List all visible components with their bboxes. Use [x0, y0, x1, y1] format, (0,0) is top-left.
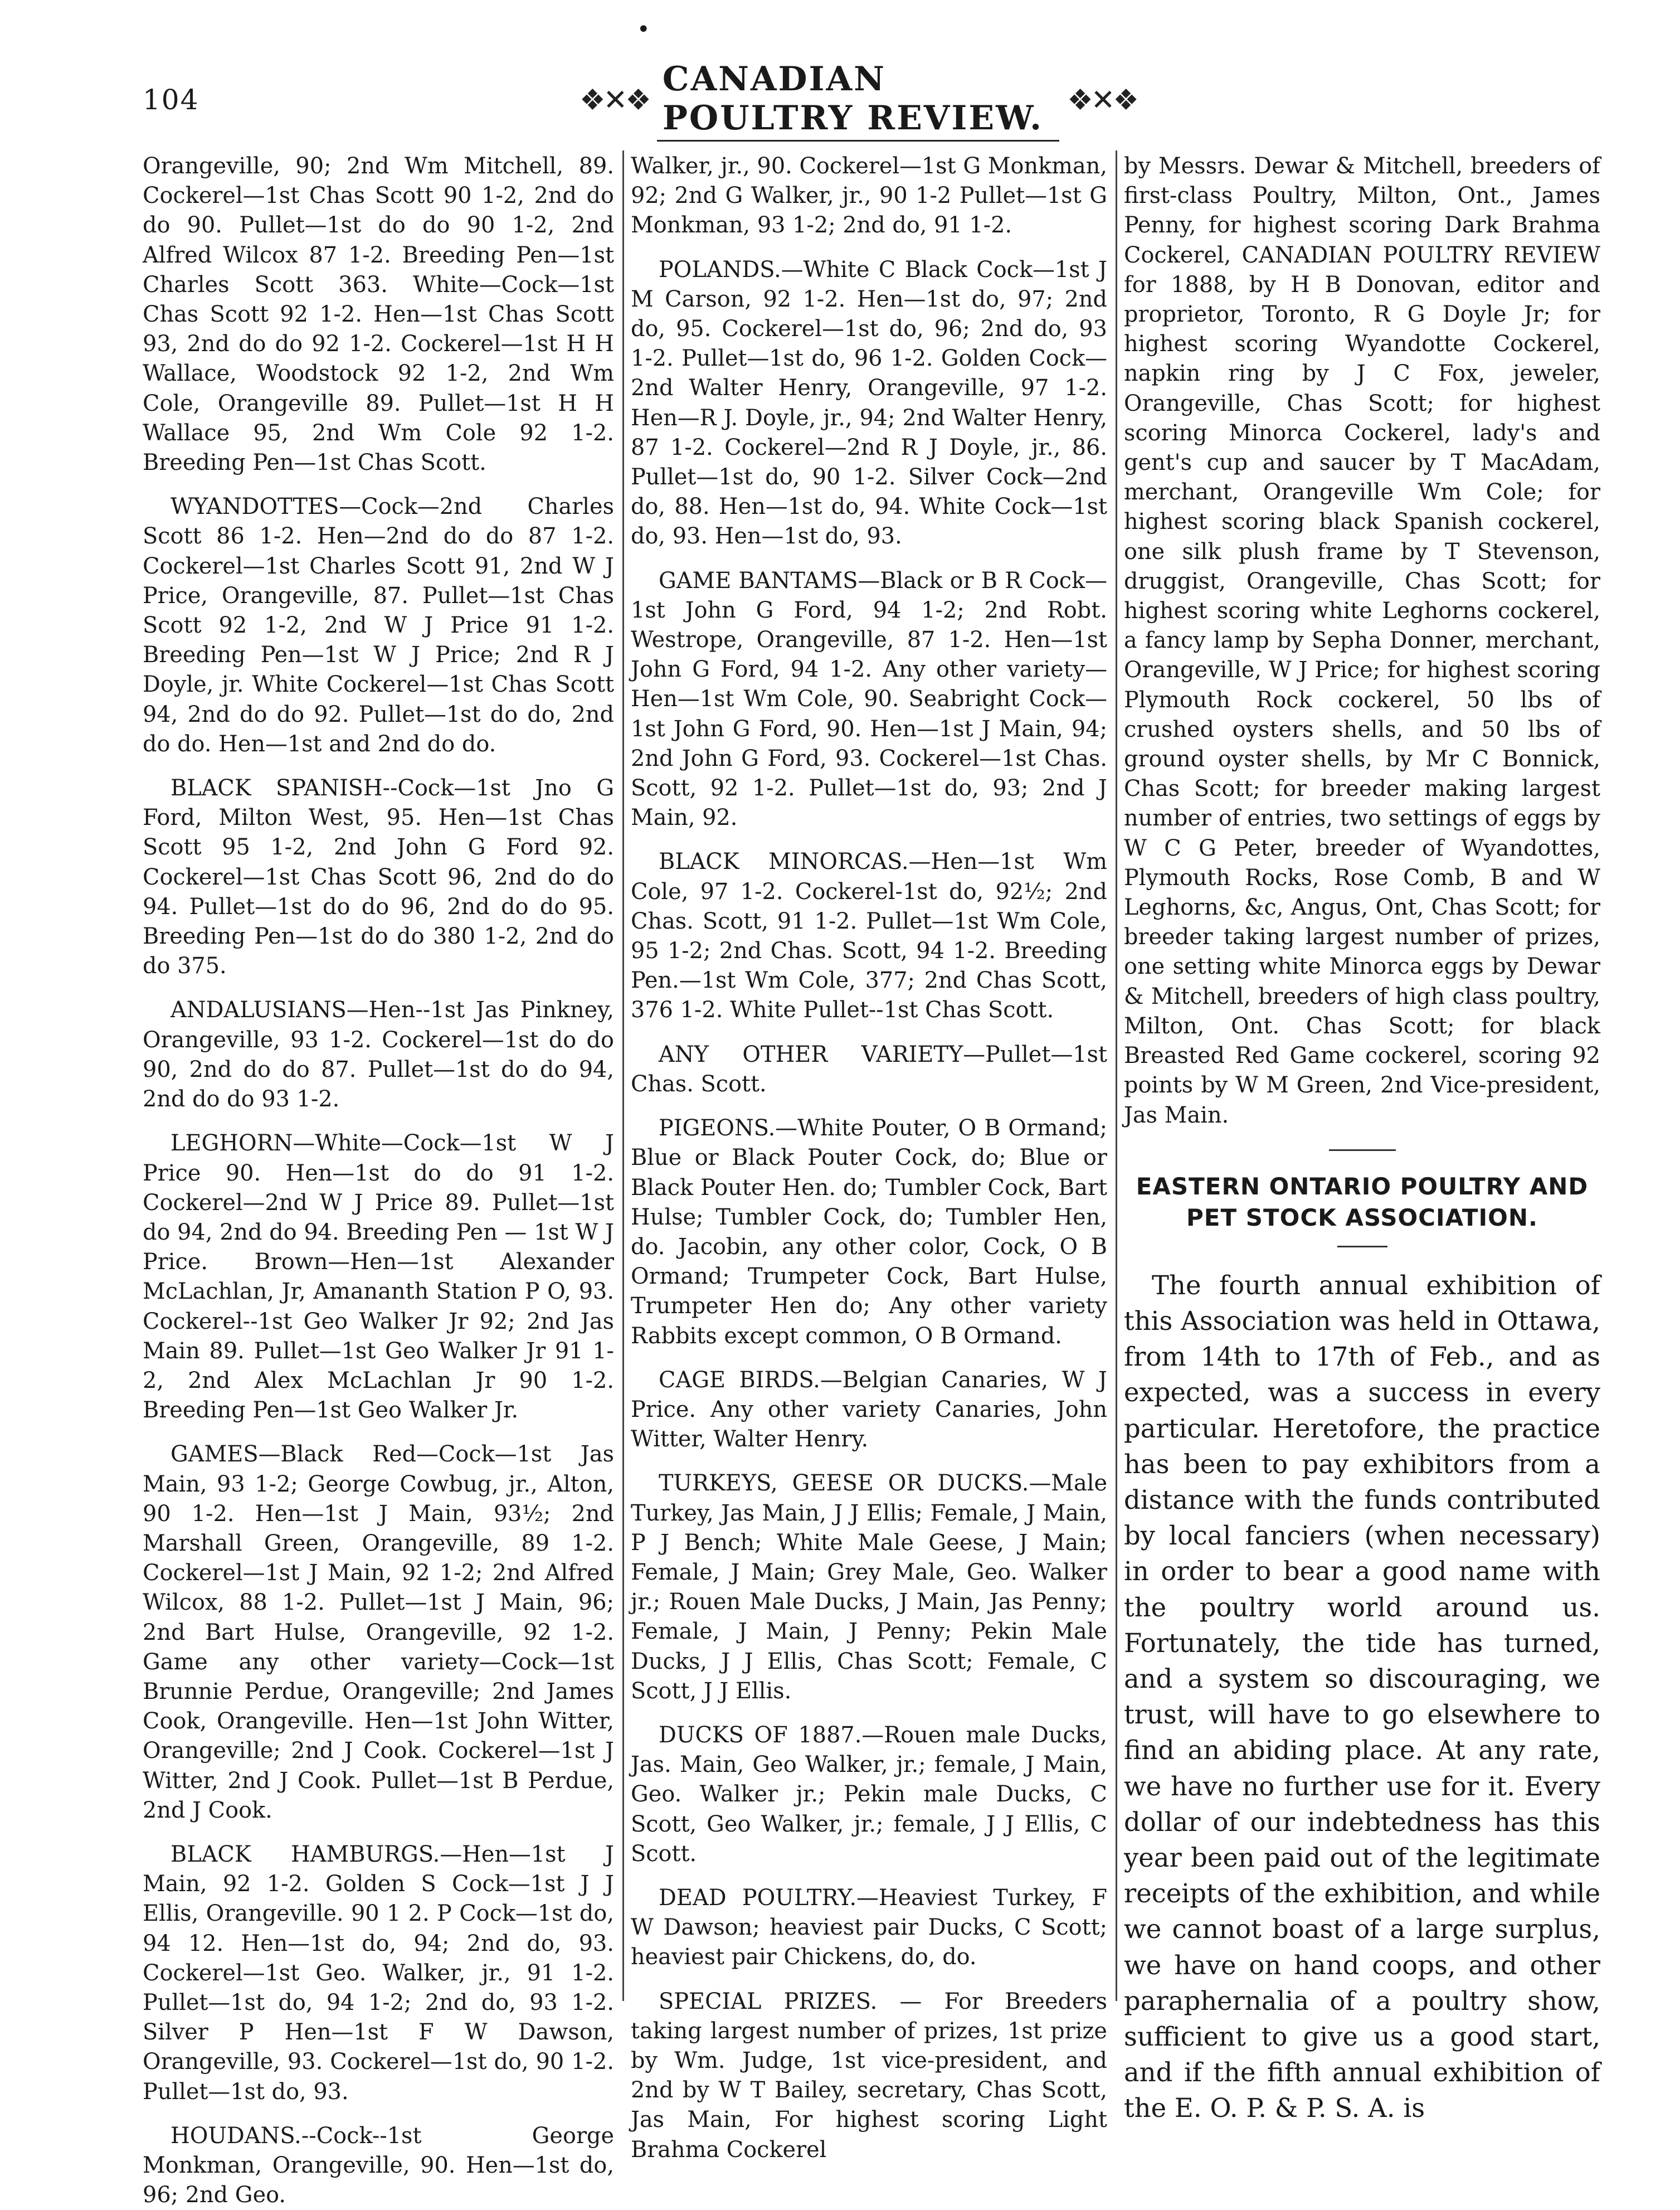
paragraph-game-bantams: GAME BANTAMS—Black or B R Cock—1st John G Ford, 94 1-2; 2nd Robt. Westrope, Orangeville, 87 1-2. Hen—1st John G Ford, 94 1-2. Any other variety—Hen—1st Wm Cole, 90. Seabright Cock—1st John G Ford, 90. Hen—1st J Main, 94; 2nd John G Ford, 93. Cockerel—1st Chas. Scott, 92 1-2. Pullet—1st do, 93; 2nd J Main, 92.: [631, 567, 1107, 831]
paragraph-black-hamburgs: BLACK HAMBURGS.—Hen—1st J Main, 92 1-2. Golden S Cock—1st J J Ellis, Orangeville. 90 1 2. P Cock—1st do, 94 12. Hen—1st do, 94; 2nd do, 93. Cockerel—1st Geo. Walker, jr., 91 1-2. Pullet—1st do, 94 1-2; 2nd do, 93 1-2. Silver P Hen—1st F W Dawson, Orangeville, 93. Cockerel—1st do, 90 1-2. Pullet—1st do, 93.: [143, 1841, 614, 2105]
column-rule-right: [1116, 150, 1117, 2001]
column-rule-left: [622, 150, 624, 2001]
left-ornament-icon: ❖✕❖: [580, 84, 649, 117]
paragraph-special-prizes: SPECIAL PRIZES. — For Breeders taking largest number of prizes, 1st prize by Wm. Judge, 1st vice-president, and 2nd by W T Bailey, secretary, Chas Scott, Jas Main, For highest scoring Light Brahma Cockerel: [631, 1988, 1107, 2163]
paragraph-wyandottes: WYANDOTTES—Cock—2nd Charles Scott 86 1-2. Hen—2nd do do 87 1-2. Cockerel—1st Charles Scott 91, 2nd W J Price, Orangeville, 87. Pullet—1st Chas Scott 92 1-2, 2nd W J Price 91 1-2. Breeding Pen—1st W J Price; 2nd R J Doyle, jr. White Cockerel—1st Chas Scott 94, 2nd do do 92. Pullet—1st do do, 2nd do do. Hen—1st and 2nd do do.: [143, 494, 614, 757]
article-body: The fourth annual exhibition of this Association was held in Ottawa, from 14th to 17th of Feb., and as expected, was a success in every particular. Heretofore, the practice has been to pay exhibitors from a distance with the funds contributed by local fanciers (when necessary) in order to bear a good name with the poultry world around us. Fortunately, the tide has turned, and a system so discouraging, we trust, will have to go elsewhere to find an abiding place. At any rate, we have no further use for it. Every dollar of our indebtedness has this year been paid out of the legitimate receipts of the exhibition, and while we cannot boast of a large surplus, we have on hand coops, and other paraphernalia of a poultry show, sufficient to give us a good start, and if the fifth annual exhibition of the E. O. P. & P. S. A. is: [1124, 1270, 1600, 2124]
column-right: [1124, 152, 1600, 2124]
paragraph-black-minorcas: BLACK MINORCAS.—Hen—1st Wm Cole, 97 1-2. Cockerel-1st do, 92½; 2nd Chas. Scott, 91 1-2. Pullet—1st Wm Cole, 95 1-2; 2nd Chas. Scott, 94 1-2. Breeding Pen.—1st Wm Cole, 377; 2nd Chas Scott, 376 1-2. White Pullet--1st Chas Scott.: [631, 849, 1107, 1023]
column-left: [143, 152, 614, 2208]
paragraph-continued: Orangeville, 90; 2nd Wm Mitchell, 89. Cockerel—1st Chas Scott 90 1-2, 2nd do do 90. Pullet—1st do do 90 1-2, 2nd Alfred Wilcox 87 1-2. Breeding Pen—1st Charles Scott 363. White—Cock—1st Chas Scott 92 1-2. Hen—1st Chas Scott 93, 2nd do do 92 1-2. Cockerel—1st H H Wallace, Woodstock 92 1-2, 2nd Wm Cole, Orangeville 89. Pullet—1st H H Wallace 95, 2nd Wm Cole 92 1-2. Breeding Pen—1st Chas Scott.: [143, 153, 614, 476]
paragraph-polands: POLANDS.—White C Black Cock—1st J M Carson, 92 1-2. Hen—1st do, 97; 2nd do, 95. Cockerel—1st do, 96; 2nd do, 93 1-2. Pullet—1st do, 96 1-2. Golden Cock—2nd Walter Henry, Orangeville, 97 1-2. Hen—R J. Doyle, jr., 94; 2nd Walter Henry, 87 1-2. Cockerel—2nd R J Doyle, jr., 86. Pullet—1st do, 90 1-2. Silver Cock—2nd do, 88. Hen—1st do, 94. White Cock—1st do, 93. Hen—1st do, 93.: [631, 256, 1107, 550]
right-ornament-icon: ❖✕❖: [1067, 84, 1137, 117]
paragraph-black-spanish: BLACK SPANISH--Cock—1st Jno G Ford, Milton West, 95. Hen—1st Chas Scott 95 1-2, 2nd John G Ford 92. Cockerel—1st Chas Scott 96, 2nd do do 94. Pullet—1st do do 96, 2nd do do 95. Breeding Pen—1st do do 380 1-2, 2nd do do 375.: [143, 775, 614, 979]
section-divider: [1329, 1149, 1396, 1151]
stray-mark: •: [637, 17, 650, 42]
paragraph-dead-poultry: DEAD POULTRY.—Heaviest Turkey, F W Dawson; heaviest pair Ducks, C Scott; heaviest pair Chickens, do, do.: [631, 1884, 1107, 1970]
paragraph-turkeys-geese-ducks: TURKEYS, GEESE OR DUCKS.—Male Turkey, Jas Main, J J Ellis; Female, J Main, P J Bench; White Male Geese, J Main; Female, J Main; Grey Male, Geo. Walker jr.; Rouen Male Ducks, J Main, Jas Penny; Female, J Main, J Penny; Pekin Male Ducks, J J Ellis, Chas Scott; Female, C Scott, J J Ellis.: [631, 1470, 1107, 1704]
paragraph-any-other-variety: ANY OTHER VARIETY—Pullet—1st Chas. Scott.: [631, 1041, 1107, 1097]
paragraph-games: GAMES—Black Red—Cock—1st Jas Main, 93 1-2; George Cowbug, jr., Alton, 90 1-2. Hen—1st J Main, 93½; 2nd Marshall Green, Orangeville, 89 1-2. Cockerel—1st J Main, 92 1-2; 2nd Alfred Wilcox, 88 1-2. Pullet—1st J Main, 96; 2nd Bart Hulse, Orangeville, 92 1-2. Game any other variety—Cock—1st Brunnie Perdue, Orangeville; 2nd James Cook, Orangeville. Hen—1st John Witter, Orangeville; 2nd J Cook. Cockerel—1st J Witter, 2nd J Cook. Pullet—1st B Perdue, 2nd J Cook.: [143, 1441, 614, 1823]
paragraph-leghorn: LEGHORN—White—Cock—1st W J Price 90. Hen—1st do do 91 1-2. Cockerel—2nd W J Price 89. Pullet—1st do 94, 2nd do 94. Breeding Pen — 1st W J Price. Brown—Hen—1st Alexander McLachlan, Jr, Amananth Station P O, 93. Cockerel--1st Geo Walker Jr 92; 2nd Jas Main 89. Pullet—1st Geo Walker Jr 91 1-2, 2nd Alex McLachlan Jr 90 1-2. Breeding Pen—1st Geo Walker Jr.: [143, 1130, 614, 1424]
column-middle: [631, 152, 1107, 2163]
masthead: [580, 59, 1137, 138]
paragraph-continued: by Messrs. Dewar & Mitchell, breeders of first-class Poultry, Milton, Ont., James Penny, for highest scoring Dark Brahma Cockerel, CANADIAN POULTRY REVIEW for 1888, by H B Donovan, editor and proprietor, Toronto, R G Doyle Jr; for highest scoring Wyandotte Cockerel, napkin ring by J C Fox, jeweler, Orangeville, Chas Scott; for highest scoring Minorca Cockerel, lady's and gent's cup and saucer by T MacAdam, merchant, Orangeville Wm Cole; for highest scoring black Spanish cockerel, one silk plush frame by T Stevenson, druggist, Orangeville, Chas Scott; for highest scoring white Leghorns cockerel, a fancy lamp by Sepha Donner, merchant, Orangeville, W J Price; for highest scoring Plymouth Rock cockerel, 50 lbs of crushed oysters shells, and 50 lbs of ground oyster shells, by Mr C Bonnick, Chas Scott; for breeder making largest number of entries, two settings of eggs by W C G Peter, breeder of Wyandottes, Plymouth Rocks, Rose Comb, B and W Leghorns, &c, Angus, Ont, Chas Scott; for breeder taking largest number of prizes, one setting white Minorca eggs by Dewar & Mitchell, breeders of high class poultry, Milton, Ont. Chas Scott; for black Breasted Red Game cockerel, scoring 92 points by W M Green, 2nd Vice-president, Jas Main.: [1124, 153, 1600, 1128]
paragraph-cage-birds: CAGE BIRDS.—Belgian Canaries, W J Price. Any other variety Canaries, John Witter, Walter Henry.: [631, 1367, 1107, 1453]
heading-divider: [1337, 1246, 1387, 1247]
masthead-title: CANADIAN POULTRY REVIEW.: [657, 60, 1059, 142]
paragraph-continued: Walker, jr., 90. Cockerel—1st G Monkman, 92; 2nd G Walker, jr., 90 1-2 Pullet—1st G Monkman, 93 1-2; 2nd do, 91 1-2.: [631, 153, 1107, 239]
paragraph-pigeons: PIGEONS.—White Pouter, O B Ormand; Blue or Black Pouter Cock, do; Blue or Black Pouter Hen. do; Tumbler Cock, Bart Hulse; Tumbler Cock, do; Tumbler Hen, do. Jacobin, any other color, Cock, O B Ormand; Trumpeter Cock, Bart Hulse, Trumpeter Hen do; Any other variety Rabbits except common, O B Ormand.: [631, 1115, 1107, 1349]
paragraph-houdans: HOUDANS.--Cock--1st George Monkman, Orangeville, 90. Hen—1st do, 96; 2nd Geo.: [143, 2122, 614, 2208]
article-heading: EASTERN ONTARIO POULTRY AND PET STOCK ASSOCIATION.: [1136, 1172, 1589, 1231]
paragraph-ducks-of-1887: DUCKS OF 1887.—Rouen male Ducks, Jas. Main, Geo Walker, jr.; female, J Main, Geo. Walker jr.; Pekin male Ducks, C Scott, Geo Walker, jr.; female, J J Ellis, C Scott.: [631, 1722, 1107, 1867]
page-number: 104: [143, 84, 199, 116]
paragraph-andalusians: ANDALUSIANS—Hen--1st Jas Pinkney, Orangeville, 93 1-2. Cockerel—1st do do 90, 2nd do do 87. Pullet—1st do do 94, 2nd do do 93 1-2.: [143, 997, 614, 1113]
